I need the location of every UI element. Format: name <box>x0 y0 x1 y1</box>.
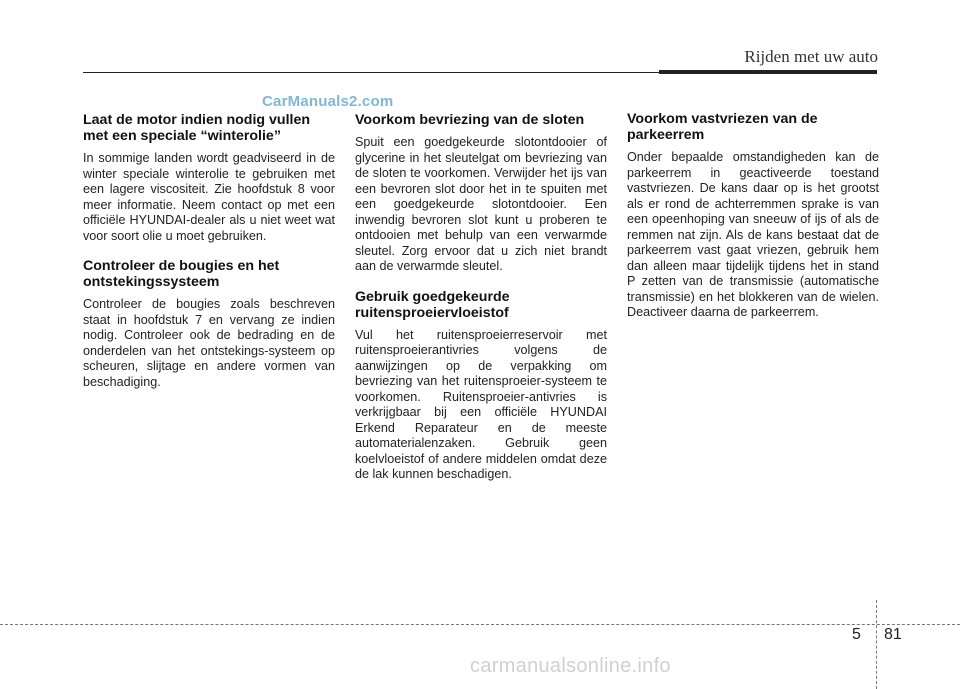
section-winter-oil <box>83 112 335 244</box>
footer-divider <box>0 624 960 625</box>
section-parking-brake <box>627 111 879 321</box>
header-rule <box>83 72 659 73</box>
column-1 <box>83 112 335 404</box>
section-title: Gebruik goedgekeurde ruitensproeiervloeistof <box>355 288 510 321</box>
column-3 <box>627 112 879 335</box>
footer-page-divider <box>876 600 877 689</box>
page-number: 81 <box>884 626 902 643</box>
section-frozen-locks <box>355 112 607 275</box>
watermark-footer: carmanualsonline.info <box>470 655 671 677</box>
section-spark-plugs <box>83 258 335 390</box>
section-washer-fluid <box>355 289 607 483</box>
section-body: Vul het ruitensproeierreservoir met ruitensproeierantivries volgens de aanwijzingen op de verpakking om bevriezing van het ruitensproeier-systeem te voorkomen. Ruitensproeier-antivries is verkrijgbaar bij een officiële HYUNDAI Erkend Reparateur en de meeste automaterialenzaken. Gebruik geen koelvloeistof of andere middelen omdat deze de lak kunnen beschadigen. <box>355 327 607 481</box>
watermark-logo: CarManuals2.com <box>262 93 394 110</box>
column-2 <box>355 112 607 497</box>
section-body: Onder bepaalde omstandigheden kan de parkeerrem in geactiveerde toestand vastvriezen. De kans daar op is het grootst als er rond de achterremmen sprake is van een opeenhoping van sneeuw of ijs of als de remmen nat zijn. Als de kans bestaat dat de parkeerrem vast gaat vriezen, gebruik hem dan alleen maar tijdelijk tijdens het in stand P zetten van de transmissie (automatische transmissie) en het blokkeren van de wielen. Deactiveer daarna de parkeerrem. <box>627 150 879 319</box>
header-rule-accent <box>659 70 877 74</box>
chapter-number: 5 <box>852 626 861 643</box>
section-title: Laat de motor indien nodig vullen met een speciale “winterolie” <box>83 112 311 144</box>
section-body: Controleer de bougies zoals beschreven staat in hoofdstuk 7 en vervang ze indien nodig. Controleer ook de bedrading en de onderdelen van het ontstekings-systeem op scheuren, slijtage en andere vormen van beschadiging. <box>83 297 335 389</box>
section-title: Voorkom bevriezing van de sloten <box>355 112 585 128</box>
section-title: Controleer de bougies en het ontstekingssysteem <box>83 258 280 290</box>
section-title: Voorkom vastvriezen van de parkeerrem <box>627 111 818 143</box>
chapter-title: Rijden met uw auto <box>744 47 878 66</box>
section-body: In sommige landen wordt geadviseerd in de winter speciale winterolie te gebruiken met een lagere viscositeit. Zie hoofdstuk 8 voor meer informatie. Neem contact op met een officiële HYUNDAI-dealer als u niet weet wat voor soort olie u moet gebruiken. <box>83 151 335 243</box>
section-body: Spuit een goedgekeurde slotontdooier of glycerine in het sleutelgat om bevriezing van de sloten te voorkomen. Verwijder het ijs van een bevroren slot door het in te spuiten met een goedgekeurde slotontdooier. Een inwendig bevroren slot kunt u proberen te ontdooien met behulp van een verwarmde sleutel. Zorg ervoor dat u zich niet brandt aan de verwarmde sleutel. <box>355 135 607 273</box>
